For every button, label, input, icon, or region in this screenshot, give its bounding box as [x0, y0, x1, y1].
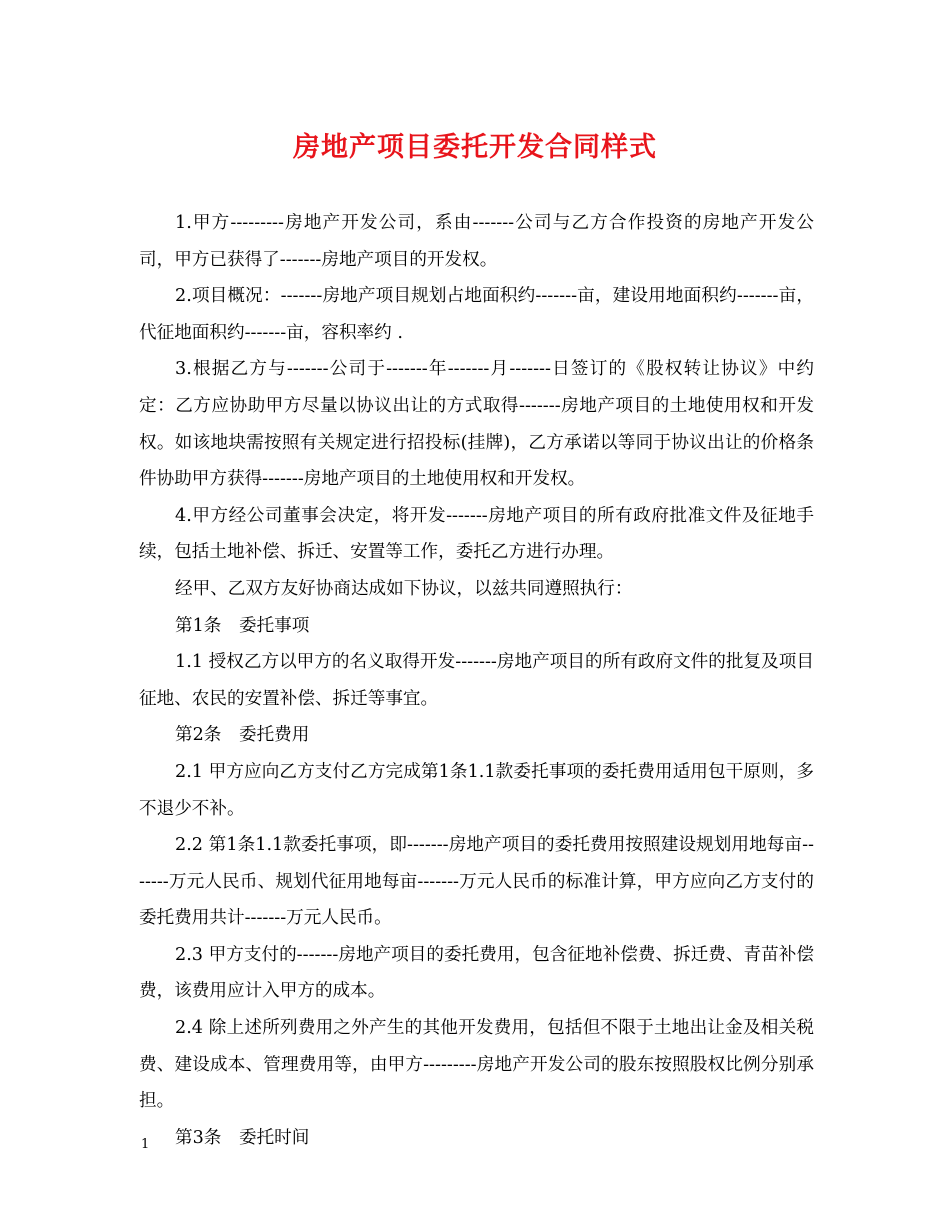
paragraph-board-decision: 4.甲方经公司董事会决定，将开发-------房地产项目的所有政府批准文件及征地手续，包括土地补偿、拆迁、安置等工作，委托乙方进行办理。 — [139, 505, 814, 563]
clause-2-3: 2.3 甲方支付的-------房地产项目的委托费用，包含征地补偿费、拆迁费、青苗补偿费，该费用应计入甲方的成本。 — [139, 944, 814, 1002]
paragraph-equity-agreement: 3.根据乙方与-------公司于-------年-------月-------日签订的《股权转让协议》中约定：乙方应协助甲方尽量以协议出让的方式取得-------房地产项目的土地使用权和开发权。如该地块需按照有关规定进行招投标(挂牌)，乙方承诺以等同于协议出让的价格条件协助甲方获得-------房地产项目的土地使用权和开发权。 — [139, 359, 814, 490]
clause-2-1: 2.1 甲方应向乙方支付乙方完成第1条1.1款委托事项的委托费用适用包干原则，多不退少不补。 — [139, 761, 814, 819]
paragraph-agreement-intro: 经甲、乙双方友好协商达成如下协议，以兹共同遵照执行： — [175, 578, 633, 599]
paragraph-party-a: 1.甲方---------房地产开发公司，系由-------公司与乙方合作投资的房地产开发公司，甲方已获得了-------房地产项目的开发权。 — [139, 213, 814, 270]
article-3-heading: 第3条 委托时间 — [175, 1127, 310, 1148]
clause-1-1: 1.1 授权乙方以甲方的名义取得开发-------房地产项目的所有政府文件的批复及项目征地、农民的安置补偿、拆迁等事宜。 — [139, 652, 814, 709]
document-title: 房地产项目委托开发合同样式 — [293, 132, 657, 163]
clause-2-4: 2.4 除上述所列费用之外产生的其他开发费用，包括但不限于土地出让金及相关税费、建设成本、管理费用等，由甲方---------房地产开发公司的股东按照股权比例分别承担。 — [139, 1018, 814, 1112]
page-number: 1 — [141, 1137, 150, 1152]
article-2-heading: 第2条 委托费用 — [175, 725, 310, 746]
document-body — [139, 205, 814, 1156]
clause-2-2: 2.2 第1条1.1款委托事项，即-------房地产项目的委托费用按照建设规划用地每亩-------万元人民币、规划代征用地每亩-------万元人民币的标准计算，甲方应向乙方支付的委托费用共计-------万元人民币。 — [139, 835, 814, 929]
paragraph-project-overview: 2.项目概况：-------房地产项目规划占地面积约-------亩，建设用地面积约-------亩，代征地面积约-------亩，容积率约 . — [139, 286, 814, 343]
article-1-heading: 第1条 委托事项 — [175, 615, 310, 636]
